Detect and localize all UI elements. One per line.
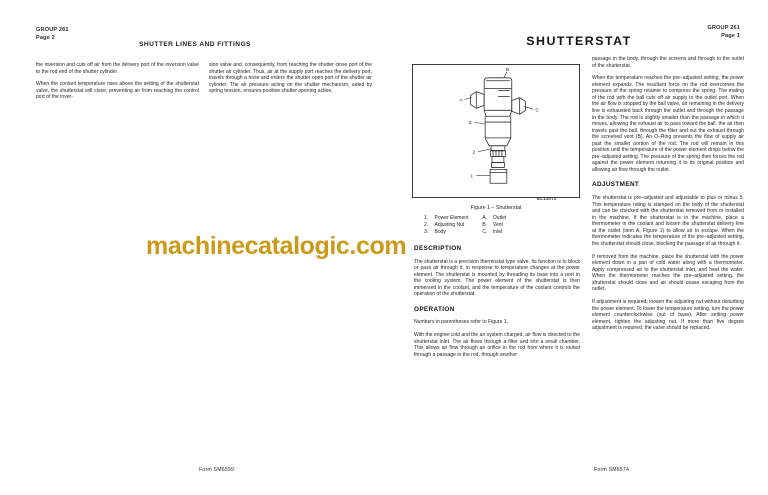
paragraph: the inversion and cuts off air from the delivery port of the inversion valve to the rod end of the shutter cylinder. — [36, 62, 199, 75]
right-page-group: GROUP 261 — [707, 25, 740, 31]
paragraph: With the engine cold and the air system charged, air flow is directed to the shutterstat inlet. The air flows through a filter and into a small chamber. This allows air flow through an orifice in the rod from where it is routed through a passage in the rod, through another — [414, 332, 580, 358]
legend-key: A. — [482, 215, 488, 221]
legend-item — [482, 215, 506, 222]
legend-item — [424, 215, 468, 222]
operation-heading: OPERATION — [414, 305, 455, 313]
description-heading: DESCRIPTION — [414, 245, 462, 252]
right-column-one — [414, 246, 580, 358]
legend-item — [424, 229, 468, 236]
left-page-header — [36, 26, 69, 42]
legend-label: Adjusting Nut — [434, 222, 465, 229]
right-page-form-number: Form SM6574 — [594, 467, 630, 473]
paragraph: The shutterstat is a precision thermostat type valve. Its function is to block or pass air through it, in response to temperature changes at the power element. The shutterstat is mounted by threading its base into a port in the cooling system. The power element of the shutterstat is then immersed in the coolant, and the temperature of the coolant controls the operation of the shutterstat. — [414, 258, 580, 298]
figure-el-code: EL13072 — [537, 196, 557, 201]
paragraph: When the temperature reaches the pre–adjusted setting, the power element expands. The resultant force on the rod overcomes the pressure of the spring retainer to compress the spring. The mating of the rod with the ball cuts off air supply to the outlet port. When the air flow is stopped by the ball valve, air remaining in the delivery line is exhausted back through the outlet and through the passage in the body. The rod is slightly smaller than the passage in which it moves, allowing the exhaust air to pass toward the ball. the air then travels past the ball, through the filter and out the exhaust through the screened vent (B). An O–Ring prevents the flow of supply air past the smaller portion of the rod. The rod will remain in this position until the temperature of the power element drops below the pre–adjusted setting. The pressure of the spring then forces the rod against the power element returning it to its original position and allowing air flow through the outlet. — [592, 75, 744, 173]
legend-label: Vent — [492, 222, 503, 229]
left-column-one — [36, 62, 199, 101]
paragraph: The shutterstat is pre–adjusted and adjustable to plus or minus 5. This temperature rating is stamped on the body of the shutterstat and can be checked with the shutterstat removed from or installed in the machine. If the shutterstat is in the machine, place a thermometer in the coolant and loosen the shutterstat delivery line at the outlet (item A, Figure 1) to allow air to escape. When the thermometer indicates the temperature of the pre–adjusted setting, the shutterstat should close, blocking the passage of air through it. — [592, 195, 744, 247]
paragraph: When the coolant temperature rises above the setting of the shutterstat valve, the shutterstat will close, preventing air from reaching the control port of the inver- — [36, 81, 199, 101]
left-page-form-number: Form SM6599 — [199, 467, 235, 473]
shutterstat-diagram — [413, 65, 579, 197]
legend-key: 3. — [424, 229, 429, 236]
legend-item — [424, 222, 468, 229]
left-page-group: GROUP 261 — [36, 27, 69, 33]
paragraph: sion valve and, consequently, from reaching the shutter close port of the shutter air cylinder. Thus, air at the supply port reaches the delivery port, travels through a hose and enters the shutter open port of the shutter air cylinder. The air pressure acting on the shutter mechanism, aided by spring tension, ensures positive shutter opening action. — [209, 62, 372, 95]
left-column-two — [209, 62, 372, 95]
legend-key: 1. — [424, 215, 429, 221]
figure-legend — [424, 215, 586, 236]
callout-3: 3 — [468, 121, 472, 127]
paragraph: passage in the body, through the screens and through to the outlet of the shutterstat. — [592, 56, 744, 69]
watermark: machinecatalogic.com — [146, 232, 407, 260]
callout-2: 2 — [472, 150, 476, 156]
legend-key: 2. — [424, 222, 429, 229]
page-title: SHUTTERSTAT — [526, 34, 632, 48]
paragraph: If adjustment is required; loosen the adjusting nut without disturbing the power element. To lower the temperature setting, turn the power element counterclockwise (out of base). After setting power element, tighten the adjusting nut. If more than five degree adjustment is required, the valve should be replaced. — [592, 299, 745, 332]
paragraph: If removed from the machine, place the shutterstat with the power element down in a pan of cold water along with a thermometer. Apply compressed air to the shutterstat inlet, and heat the water. When the thermometer reaches the pre–adjusted setting, the shutterstat should close and air should cease escaping from the outlet. — [592, 253, 744, 293]
legend-item — [482, 229, 506, 236]
callout-1: 1 — [470, 174, 474, 180]
figure-caption: Figure 1 – Shutterstat — [470, 205, 522, 211]
legend-label: Inlet — [492, 229, 503, 236]
legend-numeric-column — [424, 215, 468, 236]
callout-a: A — [459, 98, 463, 104]
figure-frame — [412, 64, 580, 198]
callout-b: B — [505, 67, 510, 73]
left-page-running-title: SHUTTER LINES AND FITTINGS — [139, 41, 251, 48]
legend-label: Body — [434, 229, 446, 236]
legend-label: Outlet — [492, 215, 507, 221]
left-page-number: Page 2 — [36, 35, 55, 41]
paragraph: Numbers in parentheses refer to Figure 1. — [414, 319, 509, 326]
legend-item — [482, 222, 506, 229]
legend-key: B. — [482, 222, 488, 229]
legend-key: C. — [482, 229, 488, 236]
legend-label: Power Element — [434, 215, 469, 221]
callout-c: C — [535, 108, 539, 114]
right-column-two — [592, 56, 744, 332]
legend-alpha-column — [482, 215, 506, 236]
adjustment-heading: ADJUSTMENT — [592, 181, 640, 189]
right-page-number: Page 1 — [721, 33, 740, 39]
